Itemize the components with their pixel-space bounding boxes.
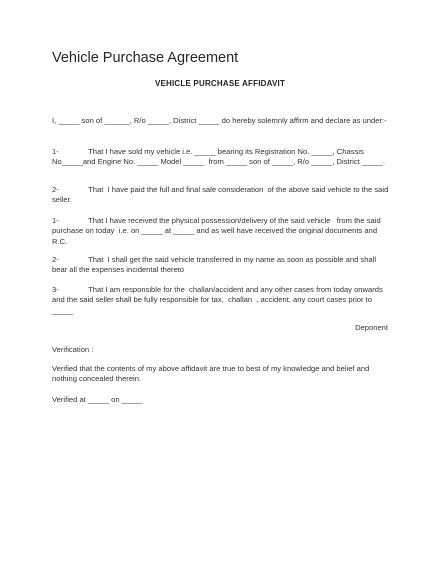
document-title: Vehicle Purchase Agreement <box>52 50 239 66</box>
document-subtitle: VEHICLE PURCHASE AFFIDAVIT <box>154 79 286 88</box>
clause-paid-consideration: 2- That I have paid the full and final sale consideration of the above said vehicle to the said seller. <box>52 185 391 205</box>
deponent-label: Deponent <box>355 323 388 332</box>
clause-responsibility: 3- That I am responsible for the challan/accident and any other cases from today onwards and the said seller shall be fully responsible for tax, challan , accident, any court cases prior to _____ <box>52 285 385 315</box>
clause-received-possession: 1- That I have received the physical possession/delivery of the said vehicle from the said purchase on today i.e. on _____ at _____ and as well have received the original documents and R.C. <box>52 216 383 246</box>
clause-transfer-vehicle: 2- That I shall get the said vehicle transferred in my name as soon as possible and shall bear all the expenses incidental thereto <box>52 255 379 275</box>
verification-heading: Verification : <box>52 345 94 354</box>
verification-text: Verified that the contents of my above affidavit are true to best of my knowledge and belief and nothing concealed therein. <box>52 364 372 384</box>
clause-sold-vehicle: 1- That I have sold my vehicle i.e. _____ bearing its Registration No. _____, Chassis No_____and Engine No. _____ Model _____ from _____ son of _____, R/o _____, District _____. <box>52 147 386 167</box>
verified-at-line: Verified at _____ on _____ <box>52 395 143 404</box>
declaration-paragraph: I, _____ son of ______, R/o _____, District _____ do hereby solemnly affirm and declare as under:- <box>52 116 387 125</box>
